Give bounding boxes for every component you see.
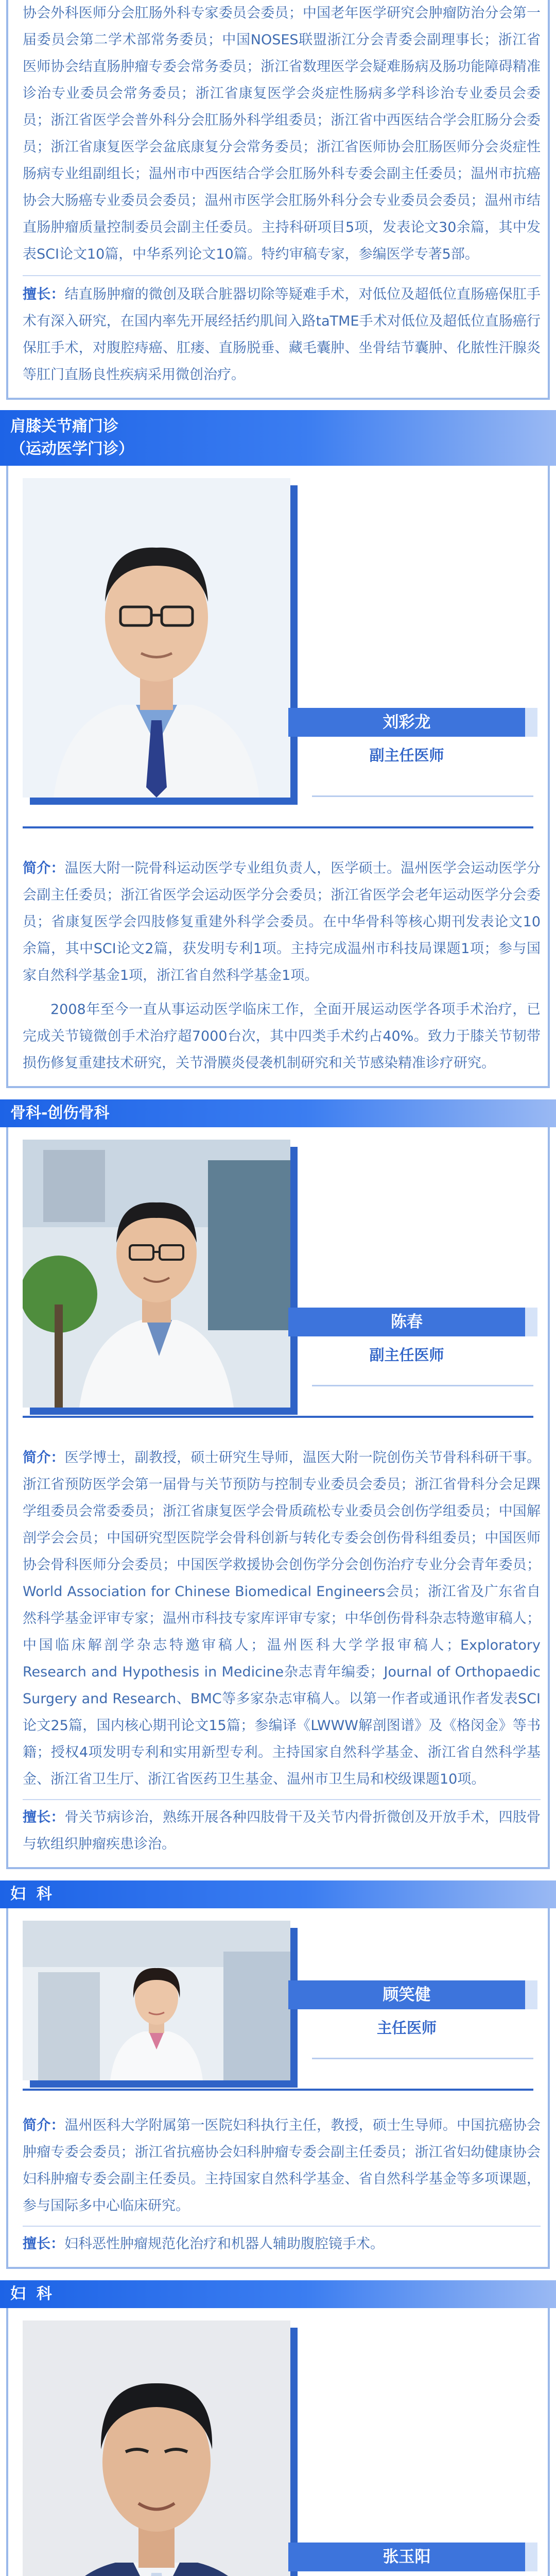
divider [312,1385,533,1386]
divider [23,1799,541,1800]
section-header-sports [0,410,556,466]
doctor-portrait-icon [23,1140,290,1408]
intro-specialty [23,281,541,388]
specialty-text: 骨关节病诊治，熟练开展各种四肢骨干及关节内骨折微创及开放手术，四肢骨与软组织肿瘤疾患诊治。 [23,1809,541,1852]
doctor-title: 副主任医师 [369,747,444,764]
section-header-gyn1 [0,1880,556,1908]
doctor-intro [23,855,541,989]
doctor-photo [23,1921,290,2080]
name-block-gu [288,1980,525,2038]
doctor-intro [23,2112,541,2219]
divider [23,2226,541,2227]
doctor-photo [23,1140,290,1408]
doctor-specialty [23,2231,541,2258]
intro-text: 温医大附一院骨科运动医学专业组负责人，医学硕士。温州医学会运动医学分会副主任委员；浙江省医学会运动医学分会委员；浙江省医学会老年运动医学分会委员；省康复医学会四肢修复重建外科学会委员。在中华骨科等核心期刊发表论文10余篇，其中SCI论文2篇，获发明专利1项。主持完成温州市科技局课题1项；参与国家自然科学基金1项，浙江省自然科学基金1项。 [23,860,541,984]
divider [23,1416,533,1418]
doctor-portrait-icon [23,478,290,798]
doctor-intro [23,1445,541,1793]
intro-tag: 简介： [23,2117,65,2133]
doctor-body-liu [6,847,550,1088]
intro-text: 温州医科大学附属第一医院妇科执行主任，教授，硕士生导师。中国抗癌协会肿瘤专委会委员；浙江省抗癌协会妇科肿瘤专委会副主任委员；浙江省妇幼健康协会妇科肿瘤专委会副主任委员。主持国家自然科学基金、省自然科学基金等多项课题，参与国际多中心临床研究。 [23,2117,541,2214]
doctor-card-gu [6,1908,550,2104]
divider [23,2089,533,2091]
specialty-text: 妇科恶性肿瘤规范化治疗和机器人辅助腹腔镜手术。 [64,2236,384,2252]
doctor-name: 刘彩龙 [288,708,525,737]
doctor-card-chen [6,1127,550,1436]
doctor-specialty [23,1804,541,1858]
name-block-liu [288,708,525,765]
doctor-photo [23,2320,290,2576]
section-title: 妇 科 [10,2285,52,2303]
doctor-title: 副主任医师 [369,1346,444,1364]
doctor-portrait-icon [23,2320,290,2576]
doctor-note: 2008年至今一直从事运动医学临床工作，全面开展运动医学各项手术治疗，已完成关节镜微创手术治疗超7000台次，其中四类手术约占40%。致力于膝关节韧带损伤修复重建技术研究，关节滑膜炎侵袭机制研究和关节感染精准诊疗研究。 [23,1002,541,1071]
intro-tag: 简介： [23,860,65,876]
section-header-gyn2 [0,2280,556,2308]
intro-tag: 简介： [23,1450,65,1466]
doctor-name: 顾笑健 [288,1980,525,2009]
doctor-card-liu [6,466,550,847]
doctor-photo [23,478,290,798]
doctor-card-zhang [6,2308,550,2576]
section-title: 妇 科 [10,1885,52,1903]
doctor-body-chen [6,1436,550,1869]
specialty-tag: 擅长： [23,2236,64,2252]
section-title: 骨科-创伤骨科 [10,1104,110,1122]
intro-box [6,0,550,400]
doctor-name: 张玉阳 [288,2543,525,2571]
doctor-name: 陈春 [288,1308,525,1336]
divider [312,2058,533,2059]
doctor-body-gu [6,2104,550,2269]
doctor-portrait-icon [23,1921,290,2080]
section-header-orthopedics [0,1099,556,1127]
divider [23,275,541,276]
doctor-title: 主任医师 [376,2019,437,2037]
specialty-tag: 擅长： [23,286,65,302]
divider [23,826,533,828]
section-title: 肩膝关节痛门诊 （运动医学门诊） [10,417,134,458]
name-block-chen [288,1308,525,1365]
specialty-tag: 擅长： [23,1809,65,1825]
specialty-text: 结直肠肿瘤的微创及联合脏器切除等疑难手术，对低位及超低位直肠癌保肛手术有深入研究，在国内率先开展经括约肌间入路taTME手术对低位及超低位直肠癌行保肛手术，对腹腔痔癌、肛瘘、直肠脱垂、藏毛囊肿、坐骨结节囊肿、化脓性汗腺炎等肛门直肠良性疾病采用微创治疗。 [23,286,541,383]
intro-text: 协会外科医师分会肛肠外科专家委员会委员；中国老年医学研究会肿瘤防治分会第一届委员会第二学术部常务委员；中国NOSES联盟浙江分会青委会副理事长；浙江省医师协会结直肠肿瘤专委会常务委员；浙江省数理医学会疑难肠病及肠功能障碍精准诊治专业委员会常务委员；浙江省康复医学会炎症性肠病多学科诊治专业委员会委员；浙江省医学会普外科分会肛肠外科学组委员；浙江省中西医结合学会肛肠分会委员；浙江省康复医学会盆底康复分会常务委员；浙江省医师协会肛肠医师分会炎症性肠病专业组副组长；温州市中西医结合学会肛肠外科专委会副主任委员；温州市抗癌协会大肠癌专业委员会委员；温州市医学会肛肠外科分会专业委员会委员；温州市结直肠肿瘤质量控制委员会副主任委员。主持科研项目5项，发表论文30余篇，其中发表SCI论文10篇，中华系列论文10篇。特约审稿专家，参编医学专著5部。 [23,5,541,262]
intro-text: 医学博士，副教授，硕士研究生导师，温医大附一院创伤关节骨科科研干事。浙江省预防医学会第一届骨与关节预防与控制专业委员会委员；浙江省骨科分会足踝学组委员会常委委员；浙江省康复医学会骨质疏松专业委员会创伤学组委员；中国解剖学会会员；中国研究型医院学会骨科创新与转化专委会创伤骨科组委员；中国医师协会骨科医师分会委员；中国医学救援协会创伤学分会创伤治疗专业分会青年委员；World Association for Chinese Biomedical Engineers会员；浙江省及广东省自然科学基金评审专家；温州市科技专家库评审专家；中华创伤骨科杂志特邀审稿人；中国临床解剖学杂志特邀审稿人；温州医科大学学报审稿人；Exploratory Research and Hypothesis in Medicine杂志青年编委；Journal of Orthopaedic Surgery and Research、BMC等多家杂志审稿人。以第一作者或通讯作者发表SCI论文25篇，国内核心期刊论文15篇；参编译《LWWW解剖图谱》及《格闵金》等书籍；授权4项发明专利和实用新型专利。主持国家自然科学基金、浙江省自然科学基金、浙江省卫生厅、浙江省医药卫生基金、温州市卫生局和校级课题10项。 [23,1450,541,1787]
name-block-zhang [288,2543,525,2576]
divider [312,795,533,797]
